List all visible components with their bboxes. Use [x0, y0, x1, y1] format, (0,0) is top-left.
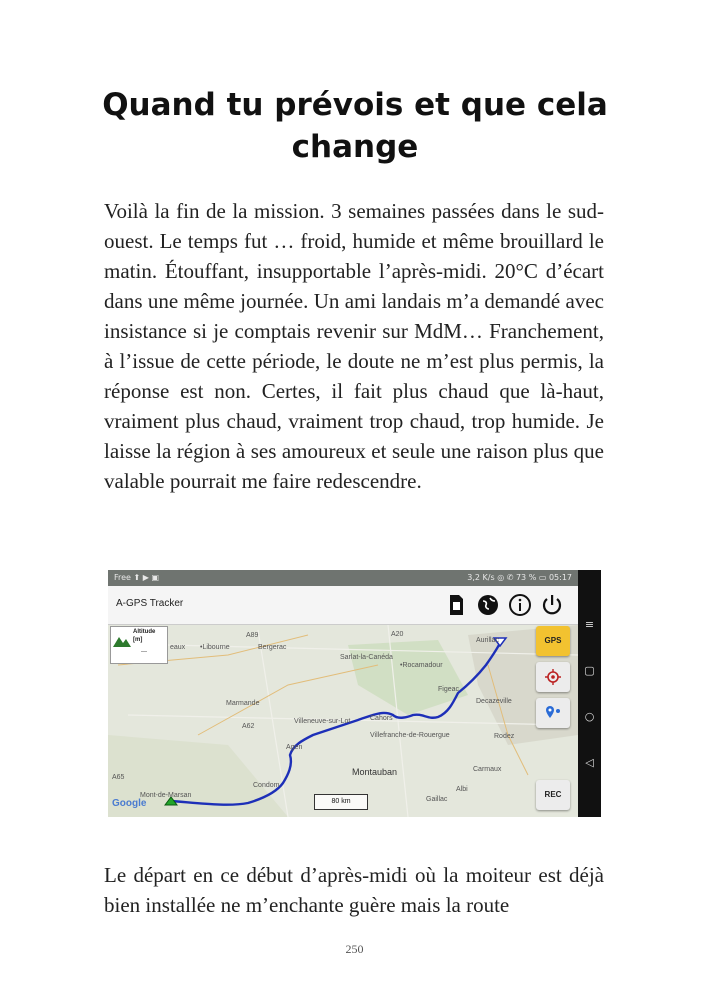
mountain-icon: [113, 635, 131, 647]
place-carmaux: Carmaux: [473, 766, 502, 773]
place-agen: Agen: [286, 744, 303, 751]
road-a20: A20: [391, 631, 404, 638]
page-title: Quand tu prévois et que cela change: [102, 87, 608, 165]
rec-button[interactable]: [536, 780, 570, 810]
place-albi: Albi: [456, 786, 468, 793]
place-montauban: Montauban: [352, 767, 398, 777]
place-sarlat: Sarlat-la-Canéda: [340, 654, 393, 661]
map-scale: 80 km: [314, 794, 368, 810]
gps-button-label: GPS: [544, 636, 562, 645]
gps-app-screenshot: [108, 570, 601, 817]
sd-card-icon[interactable]: [444, 593, 468, 617]
status-right: 3,2 K/s ◎ ✆ 73 % ▭ 05:17: [467, 573, 572, 582]
place-eaux: eaux: [170, 644, 186, 651]
place-montdemarsan: Mont-de-Marsan: [140, 792, 192, 799]
place-villeneuve: Villeneuve-sur-Lot: [294, 718, 351, 725]
status-bar: [108, 570, 578, 586]
globe-icon[interactable]: [476, 593, 500, 617]
place-decazeville: Decazeville: [476, 698, 512, 705]
gps-button[interactable]: [536, 626, 570, 656]
android-nav-bar: [578, 570, 601, 817]
map-pin-icon: [544, 705, 562, 721]
place-figeac: Figeac: [438, 686, 460, 693]
crosshair-icon: [545, 669, 561, 685]
place-aurillac: Aurillac: [476, 637, 499, 644]
place-gaillac: Gaillac: [426, 796, 448, 803]
road-a62: A62: [242, 723, 255, 730]
waypoint-button[interactable]: [536, 698, 570, 728]
altitude-unit: [m]: [133, 637, 143, 643]
place-libourne: •Libourne: [200, 644, 230, 651]
road-a89: A89: [246, 632, 259, 639]
altitude-label: Altitude: [133, 629, 156, 635]
map-brand: Google: [112, 798, 147, 809]
page-number: 250: [345, 942, 364, 956]
place-bergerac: Bergerac: [258, 644, 287, 651]
place-cahors: Cahors: [370, 715, 393, 722]
home-icon[interactable]: ○: [584, 710, 595, 723]
center-location-button[interactable]: [536, 662, 570, 692]
recents-icon[interactable]: ▢: [584, 664, 595, 677]
app-title: A-GPS Tracker: [116, 598, 184, 609]
power-icon[interactable]: [540, 593, 564, 617]
back-icon[interactable]: ◁: [585, 756, 594, 769]
place-condom: Condom: [253, 782, 280, 789]
route-map[interactable]: [108, 625, 578, 817]
status-left: Free ⬆ ▶ ▣: [114, 573, 160, 582]
body-paragraph-1: Voilà la fin de la mission. 3 semaines passées dans le sud-ouest. Le temps fut … froid, humide et même brouillard le matin. Étouffant, insupportable l’après-midi. 20°C d’écart dans une même journée. Un ami landais m’a demandé avec insistance si je comptais revenir sur MdM… Franchement, à l’issue de cette période, le doute ne m’est plus permis, la réponse est non. Certes, il fait plus chaud que là-haut, vraiment plus chaud, vraiment trop chaud, trop humide. Je laisse la région à ses amoureux et seule une raison plus que valable pourrait me faire redescendre.: [104, 199, 604, 493]
app-bar: [108, 586, 578, 625]
body-paragraph-2: Le départ en ce début d’après-midi où la moiteur est déjà bien installée ne m’enchante guère mais la route: [104, 863, 604, 917]
altitude-value: ---: [141, 649, 147, 655]
altitude-panel: [110, 626, 168, 664]
place-rocamadour: •Rocamadour: [400, 662, 443, 669]
road-a65: A65: [112, 774, 125, 781]
rec-button-label: REC: [544, 790, 562, 799]
info-icon[interactable]: [508, 593, 532, 617]
place-marmande: Marmande: [226, 700, 260, 707]
place-rodez: Rodez: [494, 733, 515, 740]
place-villefranche: Villefranche-de-Rouergue: [370, 732, 450, 739]
menu-icon[interactable]: ≡: [584, 618, 595, 631]
